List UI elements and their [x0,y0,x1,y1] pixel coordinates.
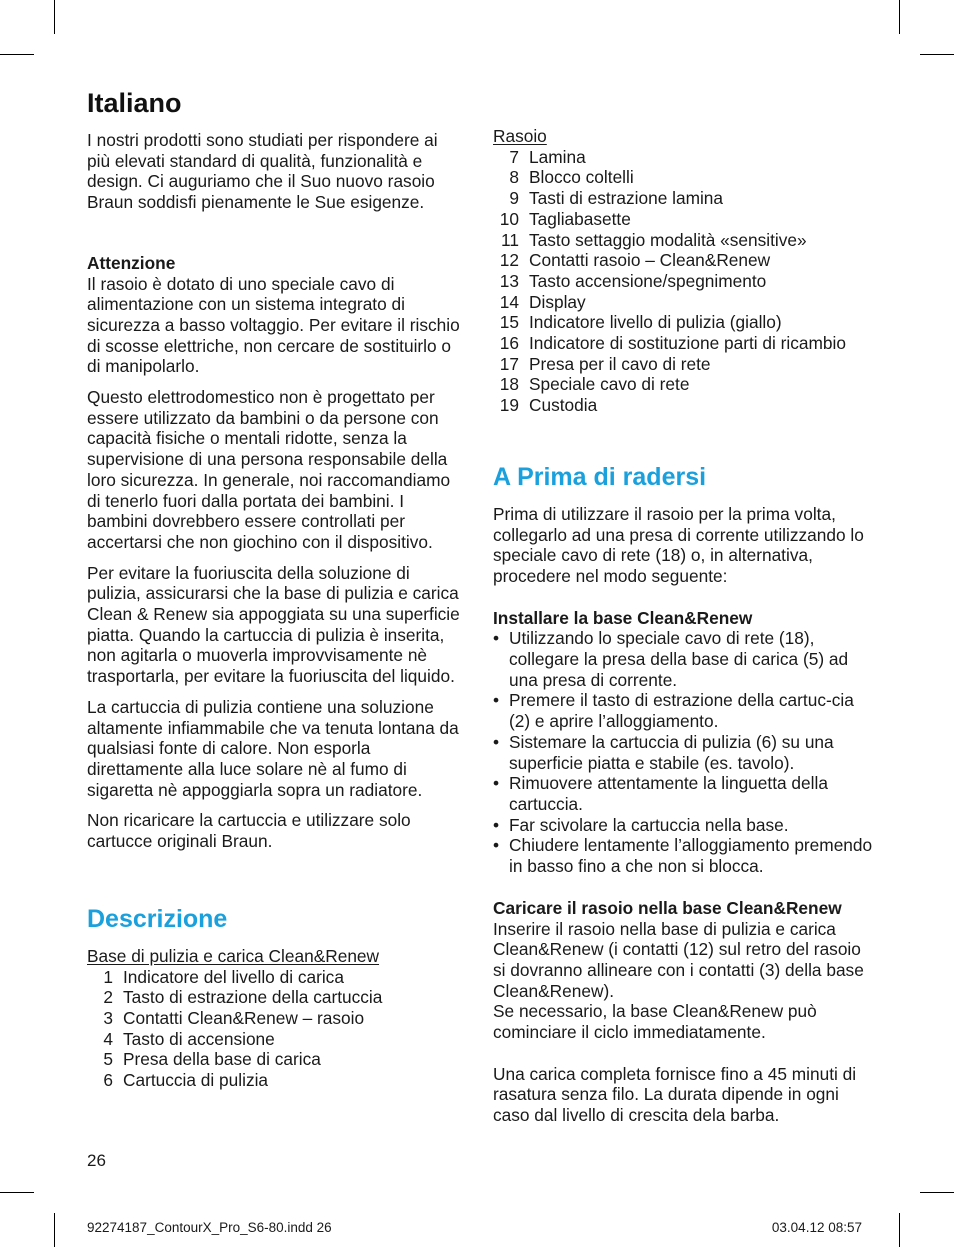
crop-mark [0,1192,34,1193]
flammable-paragraph: La cartuccia di pulizia contiene una soluzione altamente infiammabile che va tenuta lontana da qualsiasi fonte di calore. Non esporla direttamente alla luce solare nè al fumo di sigaretta nè appoggiarla sopra un radiatore. [87,696,459,800]
list-item: 3 Contatti Clean&Renew – rasoio [103,1007,365,1028]
base-parts-list [87,967,465,1091]
list-item: 16 Indicatore di sostituzione parti di ricambio [499,333,846,354]
list-item: 17 Presa per il cavo di rete [499,353,711,374]
before-shaving-intro: Prima di utilizzare il rasoio per la prima volta, collegarlo ad una presa di corrente utilizzando lo speciale cavo di rete (18) o, in alternativa, procedere nel modo seguente: [493,503,864,586]
left-column [87,86,465,1091]
list-item: 2 Tasto di estrazione della cartuccia [103,987,383,1008]
list-item: • Chiudere lentamente l’alloggiamento premendo in basso fino a che non si blocca. [493,835,873,877]
crop-mark [920,1192,954,1193]
list-item: • Far scivolare la cartuccia nella base. [493,814,789,835]
list-item: 4 Tasto di accensione [103,1028,275,1049]
list-item: 19 Custodia [499,395,598,416]
charge-paragraph-2: Se necessario, la base Clean&Renew può cominciare il ciclo immediatamente. [493,1001,817,1043]
list-item: 10 Tagliabasette [499,208,631,229]
list-item: • Rimuovere attentamente la linguetta della cartuccia. [493,773,828,814]
list-item: 9 Tasti di estrazione lamina [509,188,724,209]
crop-mark [54,1213,55,1247]
list-item: 6 Cartuccia di pulizia [103,1070,269,1091]
list-item: • Sistemare la cartuccia di pulizia (6) su una superficie piatta e stabile (es. tavolo). [493,731,834,773]
intro-paragraph: I nostri prodotti sono studiati per rispondere ai più elevati standard di qualità, funzionalità e design. Ci auguriamo che il Suo nuovo rasoio Braun soddisfi pienamente le Sue esigenze. [87,130,438,213]
crop-mark [899,1213,900,1247]
list-item: 18 Speciale cavo di rete [499,374,690,395]
list-item: 12 Contatti rasoio – Clean&Renew [499,250,771,271]
base-subheading: Base di pulizia e carica Clean&Renew [87,945,380,966]
description-heading: Descrizione [87,904,228,933]
charge-paragraph-1: Inserire il rasoio nella base di pulizia e carica Clean&Renew (i contatti (12) sul retro del rasoio si dovranno allineare con i contatti (3) della base Clean&Renew). [493,918,864,1001]
footer-filename: 92274187_ContourX_Pro_S6-80.indd 26 [87,1220,332,1235]
list-item: 8 Blocco coltelli [509,167,634,188]
crop-mark [54,0,55,34]
charge-heading: Caricare il rasoio nella base Clean&Renew [493,897,842,918]
crop-mark [899,0,900,34]
list-item: 5 Presa della base di carica [103,1049,321,1070]
list-item: 7 Lamina [509,146,586,167]
list-item: 11 Tasto settaggio modalità «sensitive» [501,229,807,250]
list-item: • Premere il tasto di estrazione della cartuc-cia (2) e aprire l’alloggiamento. [493,690,854,732]
list-item: 14 Display [499,291,586,312]
list-item: 13 Tasto accensione/spegnimento [499,270,767,291]
before-shaving-heading: A Prima di radersi [493,462,707,491]
warning-heading: Attenzione [87,252,176,273]
install-heading: Installare la base Clean&Renew [493,607,753,628]
page-number: 26 [87,1151,106,1170]
shaver-subheading: Rasoio [493,126,547,146]
warning-paragraph: Il rasoio è dotato di uno speciale cavo di alimentazione con un sistema integrato di sicurezza a basso voltaggio. Per evitare il rischio di scosse elettriche, non cercare de sostituirlo o di manipolarlo. [87,273,460,377]
children-paragraph: Questo elettrodomestico non è progettato per essere utilizzato da bambini o da persone con capacità fisiche o mentali ridotte, senza la supervisione di una persona responsabile della loro sicurezza. In generale, noi raccomandiamo di tenerlo fuori dalla portata dei bambini. I bambini dovrebbero essere controllati per accertarsi che non giochino con il dispositivo. [87,387,451,552]
crop-mark [920,54,954,55]
page-title: Italiano [87,88,182,118]
spill-paragraph: Per evitare la fuoriuscita della soluzione di pulizia, assicurarsi che la base di pulizia e carica Clean & Renew sia appoggiata su una superficie piatta. Quando la cartuccia di pulizia è inserita, non agitarla o muoverla improvvisamente nè trasportarla, per evitare la fuoriuscita del liquido. [87,562,460,687]
list-item: 1 Indicatore del livello di carica [103,966,344,987]
refill-paragraph: Non ricaricare la cartuccia e utilizzare solo cartucce originali Braun. [87,810,411,852]
list-item: • Utilizzando lo speciale cavo di rete (18), collegare la presa della base di carica (5) ad una presa di corrente. [493,628,849,690]
list-item: 15 Indicatore livello di pulizia (giallo) [499,312,782,333]
crop-mark [0,54,34,55]
right-column [493,126,873,1126]
footer-date: 03.04.12 08:57 [771,1220,862,1235]
shaver-parts-list [493,147,873,416]
charge-paragraph-3: Una carica completa fornisce fino a 45 minuti di rasatura senza filo. La durata dipende in ogni caso dal livello di crescita dela barba. [493,1063,857,1126]
install-steps-list [493,628,873,876]
